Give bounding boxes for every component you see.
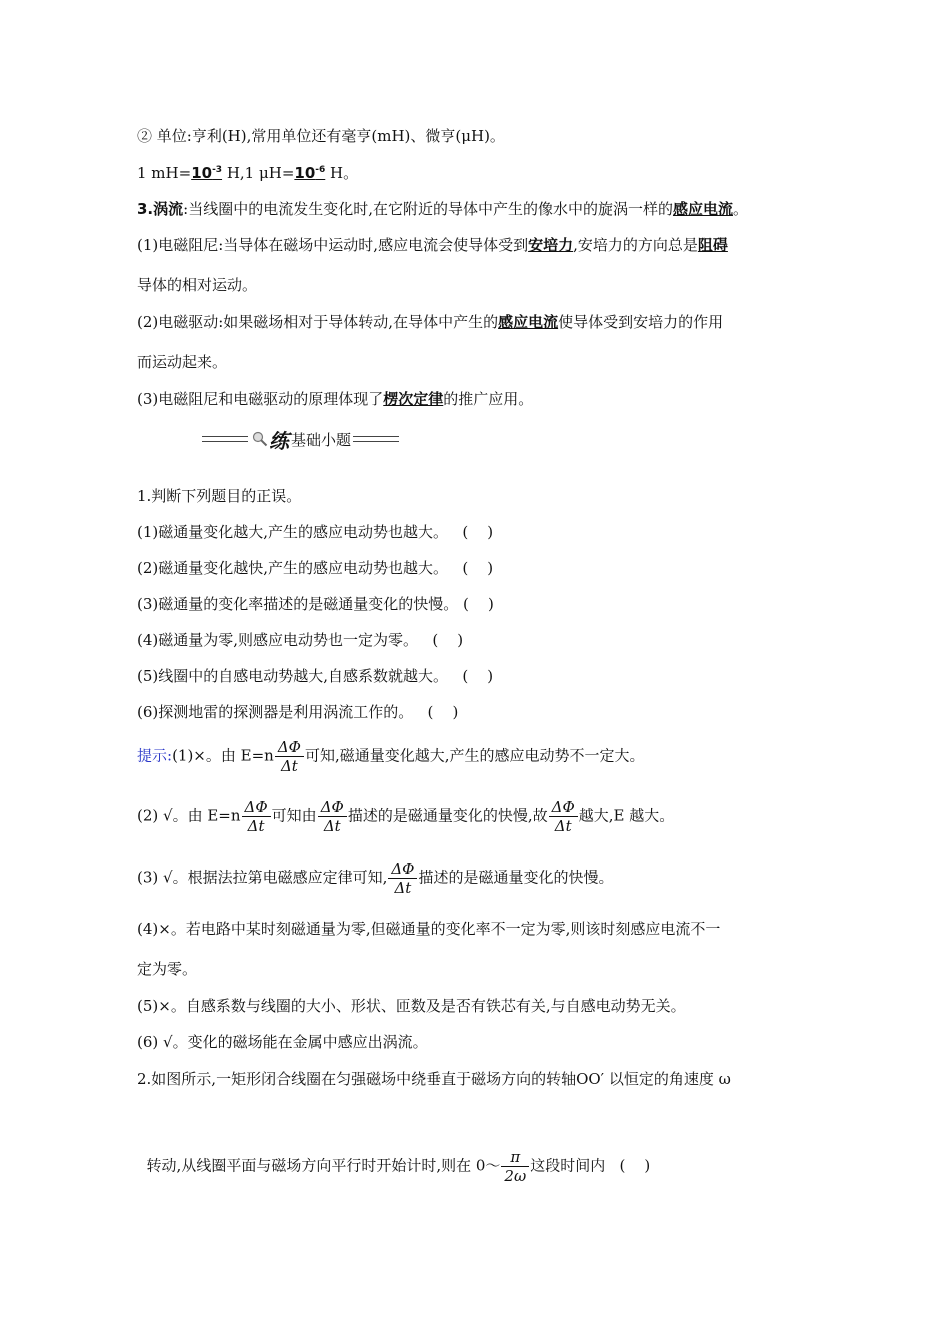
q1-item: (4)磁通量为零,则感应电动势也一定为零。 ( ) [137, 631, 464, 649]
hint-6: (6) √。变化的磁场能在金属中感应出涡流。 [137, 1033, 428, 1051]
fraction: $\frac{\Delta\Phi}{\Delta t}$ [388, 860, 417, 897]
magnifier-icon [252, 431, 268, 447]
hint-label: 提示: [137, 746, 173, 765]
answer-1e-3: $10^{-3}$ [191, 164, 223, 182]
section-char: 练 [269, 428, 289, 453]
q1-item: (6)探测地雷的探测器是利用涡流工作的。 ( ) [137, 703, 459, 721]
keyword-hinder: 阻碍 [697, 236, 728, 254]
q2-line-1: 2.如图所示,一矩形闭合线圈在匀强磁场中绕垂直于磁场方向的转轴OO′ 以恒定的角速度 ω [137, 1070, 731, 1088]
q1-item: (1)磁通量变化越大,产生的感应电动势也越大。 ( ) [137, 523, 494, 541]
hint-5: (5)×。自感系数与线圈的大小、形状、匝数及是否有铁芯有关,与自感电动势无关。 [137, 997, 686, 1015]
q1-item: (3)磁通量的变化率描述的是磁通量变化的快慢。 ( ) [137, 595, 494, 613]
fraction: $\frac{\Delta\Phi}{\Delta t}$ [242, 798, 271, 835]
damping-line-1: (1)电磁阻尼:当导体在磁场中运动时,感应电流会使导体受到安培力,安培力的方向总是阻碍 [137, 236, 728, 254]
right-rule [353, 436, 399, 442]
fraction: $\frac{\Delta\Phi}{\Delta t}$ [549, 798, 578, 835]
keyword-induced-current-2: 感应电流 [498, 313, 559, 331]
hint-2: (2) √。由 E=n $\frac{\Delta\Phi}{\Delta t}$ 可知由 $\frac{\Delta\Phi}{\Delta t}$ 描述的是磁通量变化的快慢,故 $\frac{\Delta\Phi}{\Delta t}$ 越大,E 越大。 [137, 798, 675, 835]
hint-1: 提示:(1)×。由 E=n $\frac{\Delta\Phi}{\Delta t}$ 可知,磁通量变化越大,产生的感应电动势不一定大。 [137, 738, 645, 775]
hint-3: (3) √。根据法拉第电磁感应定律可知, $\frac{\Delta\Phi}{\Delta t}$ 描述的是磁通量变化的快慢。 [137, 860, 614, 897]
q1-stem: 1.判断下列题目的正误。 [137, 487, 302, 505]
q1-item: (5)线圈中的自感电动势越大,自感系数就越大。 ( ) [137, 667, 494, 685]
hint-4-line-1: (4)×。若电路中某时刻磁通量为零,但磁通量的变化率不一定为零,则该时刻感应电流不一 [137, 920, 721, 938]
section-title: 基础小题 [291, 430, 352, 449]
keyword-induced-current: 感应电流 [672, 200, 733, 218]
left-rule [202, 436, 248, 442]
fraction-pi-2omega: $\frac{\pi}{2\omega}$ [501, 1148, 529, 1185]
unit-line: ② 单位:亨利(H),常用单位还有毫亨(mH)、微亨(μH)。 [137, 127, 505, 145]
eddy-definition: 3.涡流:当线圈中的电流发生变化时,在它附近的导体中产生的像水中的旋涡一样的感应电流。 [137, 200, 748, 218]
driving-line-1: (2)电磁驱动:如果磁场相对于导体转动,在导体中产生的感应电流使导体受到安培力的作用 [137, 313, 724, 331]
fraction: $\frac{\Delta\Phi}{\Delta t}$ [275, 738, 304, 775]
unit-conversion: 1 $mH=10^{-3}$ H,1 $\mu H=10^{-6}$ H。 [137, 164, 359, 182]
principle-line: (3)电磁阻尼和电磁驱动的原理体现了楞次定律的推广应用。 [137, 390, 534, 408]
q1-item: (2)磁通量变化越快,产生的感应电动势也越大。 ( ) [137, 559, 494, 577]
keyword-lenz-law: 楞次定律 [383, 390, 444, 408]
q2-line-2: 转动,从线圈平面与磁场方向平行时开始计时,则在 0～ $\frac{\pi}{2\omega}$ 这段时间内 ( ) [146, 1148, 651, 1185]
fraction: $\frac{\Delta\Phi}{\Delta t}$ [318, 798, 347, 835]
driving-line-2: 而运动起来。 [137, 353, 228, 371]
answer-1e-6: $10^{-6}$ [294, 164, 326, 182]
keyword-ampere-force: 安培力 [528, 236, 574, 254]
damping-line-2: 导体的相对运动。 [137, 276, 258, 294]
hint-4-line-2: 定为零。 [137, 960, 198, 978]
section-header [202, 426, 399, 452]
